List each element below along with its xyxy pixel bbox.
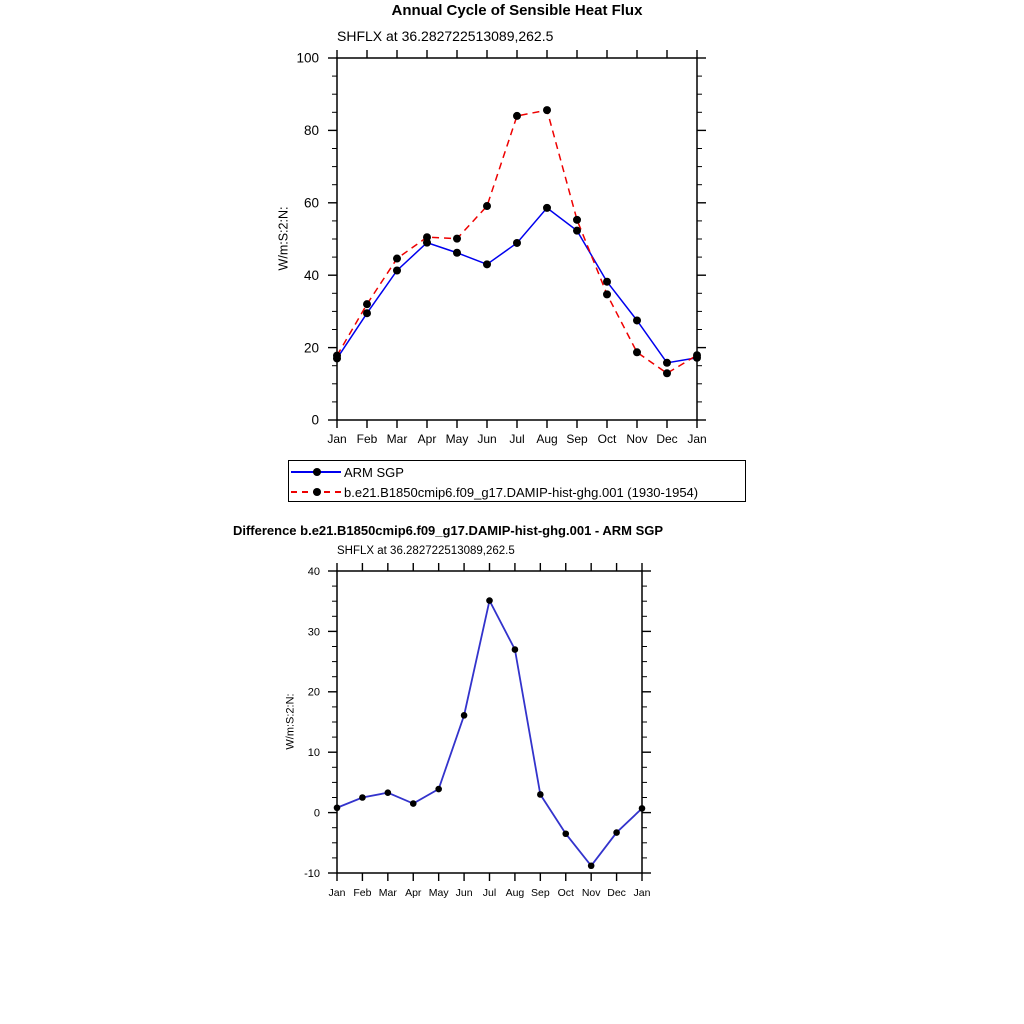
diff-chart-subtitle: SHFLX at 36.282722513089,262.5 [337, 545, 515, 557]
y-tick-label: 20 [303, 340, 319, 356]
x-tick-label: Jul [509, 432, 525, 446]
data-point-marker [573, 227, 581, 235]
data-point-marker [537, 791, 544, 798]
data-point-marker [588, 862, 595, 869]
data-point-marker [639, 805, 646, 812]
x-tick-label: Nov [581, 887, 601, 899]
y-tick-label: 80 [303, 123, 319, 139]
y-tick-label: 20 [307, 686, 320, 699]
data-point-marker [410, 800, 417, 807]
y-tick-label: 40 [307, 565, 320, 578]
x-tick-label: Feb [353, 887, 372, 899]
data-point-marker [562, 830, 569, 837]
x-tick-label: May [428, 887, 449, 899]
data-point-marker [333, 352, 341, 360]
y-axis-ticks [304, 566, 651, 880]
top-chart-y-axis-label: W/m:S:2:N: [276, 206, 291, 271]
x-axis-ticks [329, 563, 651, 899]
legend-line-sample-model [291, 485, 341, 499]
x-tick-label: Jan [328, 887, 346, 899]
data-point-marker [435, 786, 442, 793]
x-tick-label: Jan [687, 432, 707, 446]
y-tick-label: 60 [303, 195, 319, 211]
x-tick-label: Mar [386, 432, 408, 446]
difference-plot [304, 563, 651, 899]
x-tick-label: May [445, 432, 469, 446]
y-tick-label: 0 [311, 412, 319, 428]
x-tick-label: Nov [626, 432, 648, 446]
x-tick-label: Apr [417, 432, 437, 446]
diff-chart-title: Difference b.e21.B1850cmip6.f09_g17.DAMIP-hist-ghg.001 - ARM SGP [232, 523, 664, 538]
data-point-marker [453, 249, 461, 257]
data-point-marker [461, 712, 468, 719]
x-tick-label: Jan [633, 887, 651, 899]
annual-cycle-plot [296, 50, 706, 446]
y-tick-label: 10 [307, 747, 320, 760]
data-point-marker [483, 260, 491, 268]
data-point-marker [393, 255, 401, 263]
data-point-marker [603, 290, 611, 298]
y-tick-label: 40 [303, 267, 319, 283]
legend-label: ARM SGP [344, 464, 404, 480]
data-point-marker [543, 204, 551, 212]
data-point-marker [663, 359, 671, 367]
data-point-marker [393, 266, 401, 274]
x-tick-label: Dec [607, 887, 626, 899]
x-axis-ticks [327, 50, 706, 446]
y-tick-label: -10 [304, 867, 320, 880]
x-tick-label: Jul [482, 887, 497, 899]
y-axis-ticks [296, 51, 706, 428]
marker-dot-icon [313, 488, 321, 496]
data-point-marker [453, 235, 461, 243]
x-tick-label: Dec [656, 432, 678, 446]
y-tick-label: 100 [296, 50, 319, 66]
x-tick-label: Jun [455, 887, 473, 899]
data-point-marker [693, 351, 701, 359]
x-tick-label: Sep [530, 887, 550, 899]
legend-item [291, 462, 745, 482]
data-point-marker [363, 309, 371, 317]
data-point-marker [363, 300, 371, 308]
y-tick-label: 0 [313, 807, 320, 820]
x-tick-label: Feb [356, 432, 378, 446]
x-tick-label: Aug [536, 432, 558, 446]
diff-chart-y-axis-label: W/m:S:2:N: [284, 693, 297, 750]
legend [288, 460, 746, 502]
x-tick-label: Jun [477, 432, 497, 446]
data-point-marker [423, 233, 431, 241]
marker-dot-icon [313, 468, 321, 476]
legend-item [291, 482, 745, 502]
data-point-marker [385, 789, 392, 796]
x-tick-label: Oct [557, 887, 574, 899]
x-tick-label: Aug [505, 887, 525, 899]
x-tick-label: Apr [405, 887, 422, 899]
data-point-marker [512, 646, 519, 653]
data-point-marker [663, 369, 671, 377]
top-chart-subtitle: SHFLX at 36.282722513089,262.5 [337, 28, 554, 44]
data-point-marker [513, 112, 521, 120]
x-tick-label: Oct [597, 432, 617, 446]
x-tick-label: Jan [327, 432, 347, 446]
data-point-marker [613, 829, 620, 836]
series-line [337, 601, 642, 866]
y-tick-label: 30 [307, 626, 320, 639]
data-point-marker [483, 202, 491, 210]
x-tick-label: Mar [378, 887, 397, 899]
series-line [337, 208, 697, 363]
top-chart-title: Annual Cycle of Sensible Heat Flux [391, 2, 643, 19]
data-point-marker [603, 278, 611, 286]
legend-label: b.e21.B1850cmip6.f09_g17.DAMIP-hist-ghg.001 (1930-1954) [344, 484, 699, 500]
data-point-marker [486, 597, 493, 604]
data-point-marker [573, 216, 581, 224]
legend-line-sample-arm-sgp [291, 465, 341, 479]
data-point-marker [543, 106, 551, 114]
data-point-marker [359, 794, 366, 801]
data-point-marker [513, 239, 521, 247]
data-point-marker [633, 348, 641, 356]
data-point-marker [633, 316, 641, 324]
data-point-marker [334, 804, 341, 811]
x-tick-label: Sep [566, 432, 588, 446]
